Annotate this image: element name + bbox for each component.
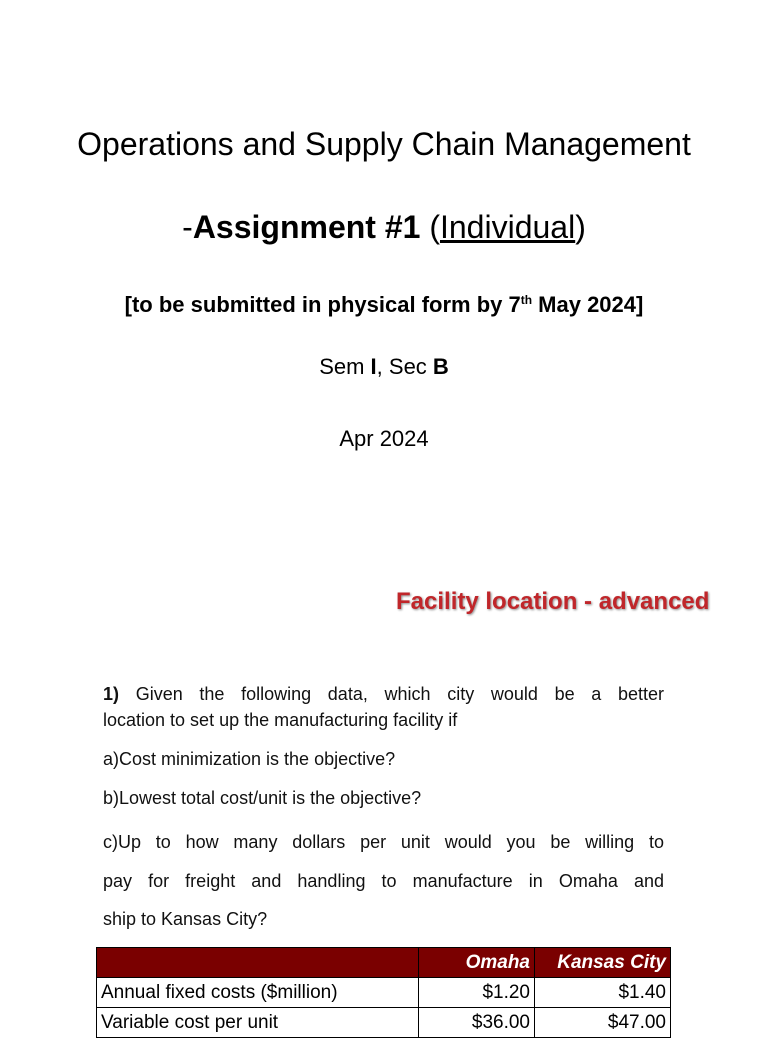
table-cell-kansas-city: $47.00 xyxy=(535,1008,671,1038)
table-cell-omaha: $36.00 xyxy=(419,1008,535,1038)
cost-table xyxy=(96,947,671,1038)
sec-value: B xyxy=(432,354,449,379)
question-part-c-line3: ship to Kansas City? xyxy=(103,909,268,929)
question-part-a: a)Cost minimization is the objective? xyxy=(103,749,396,769)
table-header-kansas-city: Kansas City xyxy=(535,948,671,978)
table-cell-omaha: $1.20 xyxy=(419,978,535,1008)
question-intro-line2: location to set up the manufacturing facility if xyxy=(103,710,458,730)
assignment-type: Individual xyxy=(439,209,576,245)
question-part-c-line1: c)Up to how many dollars per unit would you be willing to xyxy=(103,832,664,852)
sem-label: Sem xyxy=(319,354,371,379)
table-row xyxy=(97,1008,671,1038)
table-row xyxy=(97,978,671,1008)
assignment-number: Assignment #1 xyxy=(192,209,421,245)
assignment-title xyxy=(0,209,768,246)
sec-label: , Sec xyxy=(376,354,433,379)
submission-note-after: May 2024] xyxy=(532,292,644,317)
question-part-c-line2: pay for freight and handling to manufacture in Omaha and xyxy=(103,870,664,891)
table-cell-label: Variable cost per unit xyxy=(97,1008,419,1038)
question-part-c xyxy=(103,823,664,939)
question-number: 1) xyxy=(103,684,120,704)
question-intro xyxy=(103,681,664,733)
date-line: Apr 2024 xyxy=(339,426,429,451)
section-heading: Facility location - advanced xyxy=(396,588,710,615)
question-intro-text: Given the following data, which city would be a better xyxy=(119,684,664,704)
question-part-b: b)Lowest total cost/unit is the objective? xyxy=(103,788,422,808)
assignment-prefix: - xyxy=(182,209,193,245)
table-cell-label: Annual fixed costs ($million) xyxy=(97,978,419,1008)
table-header-blank xyxy=(97,948,419,978)
submission-note-before: [to be submitted in physical form by 7 xyxy=(124,292,521,317)
sem-value: I xyxy=(370,354,377,379)
question-intro-line1 xyxy=(103,681,664,707)
table-header-row xyxy=(97,948,671,978)
submission-note-superscript: th xyxy=(520,293,533,307)
table-header-omaha: Omaha xyxy=(419,948,535,978)
assignment-close-paren: ) xyxy=(575,209,586,245)
table-cell-kansas-city: $1.40 xyxy=(535,978,671,1008)
course-title: Operations and Supply Chain Management xyxy=(77,126,691,162)
semester-section xyxy=(0,354,768,380)
assignment-open-paren: ( xyxy=(420,209,440,245)
submission-note xyxy=(0,292,768,318)
question-block xyxy=(103,681,664,939)
